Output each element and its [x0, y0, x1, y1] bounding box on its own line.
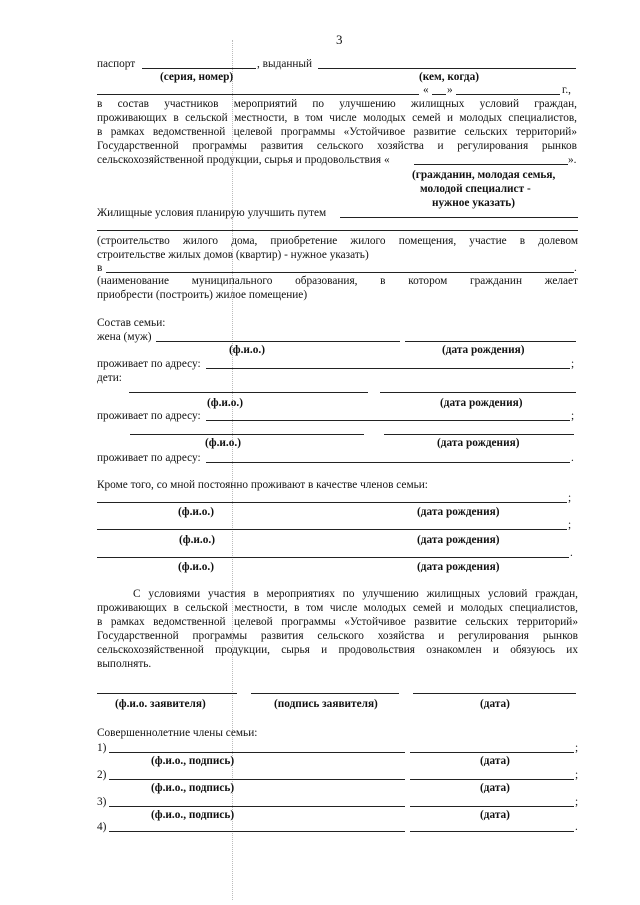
participant-type-note: молодой специалист -	[420, 183, 531, 195]
children-label: дети:	[97, 372, 122, 384]
dob-caption: (дата рождения)	[417, 561, 500, 573]
applicant-signature-field[interactable]	[251, 693, 399, 694]
applicant-date-field[interactable]	[413, 693, 576, 694]
housing-label: Жилищные условия планирую улучшить путем	[97, 207, 327, 219]
line-end: ;	[571, 410, 575, 422]
adult-number: 2)	[97, 769, 107, 781]
municipality-end: .	[574, 262, 577, 274]
adult2-date-field[interactable]	[410, 779, 574, 780]
page-number: 3	[336, 32, 343, 47]
paragraph-line: Государственной программы развития сельского хозяйства и регулирования рынков	[97, 630, 578, 642]
passport-issued-by-field[interactable]	[318, 68, 576, 69]
municipality-caption	[97, 274, 578, 302]
paragraph-line: в рамках ведомственной целевой программы «Устойчивое развитие сельских территорий»	[97, 616, 578, 628]
address-label: проживает по адресу:	[97, 452, 201, 464]
date-day-field[interactable]	[432, 94, 446, 95]
fio-sign-caption: (ф.и.о., подпись)	[151, 809, 235, 821]
line-end: ;	[575, 742, 579, 754]
child2-address-field[interactable]	[206, 462, 570, 463]
child2-fio-field[interactable]	[130, 434, 364, 435]
participant-type-field[interactable]	[414, 164, 568, 165]
municipality-in-label: в	[97, 262, 103, 274]
housing-method-field[interactable]	[340, 217, 578, 218]
paragraph-line: в состав участников мероприятий по улучшению жилищных условий граждан,	[97, 98, 577, 110]
other3-field[interactable]	[97, 557, 569, 558]
paragraph-line: сельскохозяйственной продукции, сырья и продовольствия ознакомлен и обязуюсь их	[97, 644, 578, 656]
passport-issued-label: , выданный	[257, 58, 313, 70]
address-label: проживает по адресу:	[97, 358, 201, 370]
spouse-address-field[interactable]	[206, 368, 570, 369]
fio-caption: (ф.и.о.)	[178, 561, 214, 573]
dob-caption: (дата рождения)	[437, 437, 520, 449]
housing-options-caption	[97, 234, 578, 262]
other1-field[interactable]	[97, 502, 567, 503]
caption-line: строительстве жилых домов (квартир) - нужное указать)	[97, 249, 369, 261]
line-end: .	[575, 821, 578, 833]
adults-heading: Совершеннолетние члены семьи:	[97, 727, 258, 739]
fio-caption: (ф.и.о.)	[207, 397, 243, 409]
child1-address-field[interactable]	[206, 420, 570, 421]
caption-line: приобрести (построить) жилое помещение)	[97, 289, 308, 301]
fio-caption: (ф.и.о.)	[205, 437, 241, 449]
line-end: .	[571, 452, 574, 464]
passport-extra-field[interactable]	[97, 94, 419, 95]
applicant-date-caption: (дата)	[480, 698, 510, 710]
line-end: ;	[571, 358, 575, 370]
dob-caption: (дата рождения)	[417, 534, 500, 546]
child1-dob-field[interactable]	[380, 392, 576, 393]
fio-caption: (ф.и.о.)	[178, 506, 214, 518]
spouse-fio-field[interactable]	[156, 341, 400, 342]
caption-line: (строительство жилого дома, приобретение жилого помещения, участие в долевом	[97, 235, 578, 247]
adult-number: 1)	[97, 742, 107, 754]
passport-issued-by-caption: (кем, когда)	[419, 71, 480, 83]
child1-fio-field[interactable]	[129, 392, 368, 393]
paragraph-line: проживающих в сельской местности, в том числе молодых семей и молодых специалистов,	[97, 602, 578, 614]
adult3-date-field[interactable]	[410, 806, 574, 807]
address-label: проживает по адресу:	[97, 410, 201, 422]
dob-caption: (дата рождения)	[442, 344, 525, 356]
agreement-paragraph	[97, 587, 578, 601]
adult-number: 3)	[97, 796, 107, 808]
municipality-field[interactable]	[106, 272, 574, 273]
line-end: .	[570, 547, 573, 559]
date-close-quote: »	[447, 84, 453, 96]
fio-caption: (ф.и.о.)	[179, 534, 215, 546]
others-heading: Кроме того, со мной постоянно проживают в качестве членов семьи:	[97, 479, 428, 491]
paragraph-line: проживающих в сельской местности, в том числе молодых семей и молодых специалистов,	[97, 112, 577, 124]
date-caption: (дата)	[480, 809, 510, 821]
date-month-field[interactable]	[456, 94, 560, 95]
passport-series-caption: (серия, номер)	[160, 71, 234, 83]
adult1-fio-sign-field[interactable]	[109, 752, 405, 753]
adult2-fio-sign-field[interactable]	[109, 779, 405, 780]
participant-type-note: (гражданин, молодая семья,	[412, 169, 556, 181]
agreement-last-line: выполнять.	[97, 658, 152, 670]
dob-caption: (дата рождения)	[417, 506, 500, 518]
passport-series-field[interactable]	[142, 68, 256, 69]
date-open-quote: «	[423, 84, 429, 96]
fio-sign-caption: (ф.и.о., подпись)	[151, 782, 235, 794]
scan-artifact-line	[232, 40, 233, 900]
adult-number: 4)	[97, 821, 107, 833]
agreement-paragraph-body	[97, 601, 578, 657]
line-end: ;	[568, 519, 572, 531]
adult1-date-field[interactable]	[410, 752, 574, 753]
fio-caption: (ф.и.о.)	[229, 344, 265, 356]
line-end: ;	[575, 796, 579, 808]
adult4-fio-sign-field[interactable]	[109, 831, 405, 832]
line-end: ;	[575, 769, 579, 781]
applicant-signature-caption: (подпись заявителя)	[274, 698, 378, 710]
paragraph-last-line: сельскохозяйственной продукции, сырья и продовольствия «	[97, 154, 390, 166]
fio-sign-caption: (ф.и.о., подпись)	[151, 755, 235, 767]
participation-paragraph	[97, 97, 577, 153]
adult3-fio-sign-field[interactable]	[109, 806, 405, 807]
date-caption: (дата)	[480, 755, 510, 767]
year-suffix: г.,	[562, 84, 572, 96]
caption-line: (наименование муниципального образования, в котором гражданин желает	[97, 275, 578, 287]
paragraph-line: в рамках ведомственной целевой программы «Устойчивое развитие сельских территорий»	[97, 126, 577, 138]
paragraph-line: Государственной программы развития сельского хозяйства и регулирования рынков	[97, 140, 577, 152]
date-caption: (дата)	[480, 782, 510, 794]
spouse-dob-field[interactable]	[405, 341, 576, 342]
dob-caption: (дата рождения)	[440, 397, 523, 409]
applicant-fio-field[interactable]	[97, 693, 237, 694]
child2-dob-field[interactable]	[384, 434, 574, 435]
participant-type-note: нужное указать)	[432, 197, 516, 209]
line-end: ;	[568, 492, 572, 504]
other2-field[interactable]	[97, 529, 567, 530]
passport-label: паспорт	[97, 58, 136, 70]
family-heading: Состав семьи:	[97, 317, 166, 329]
housing-method-field-2[interactable]	[97, 230, 578, 231]
spouse-label: жена (муж)	[97, 331, 152, 343]
applicant-fio-caption: (ф.и.о. заявителя)	[115, 698, 206, 710]
paragraph-last-line-end: ».	[568, 154, 577, 166]
adult4-date-field[interactable]	[410, 831, 574, 832]
paragraph-line: С условиями участия в мероприятиях по улучшению жилищных условий граждан,	[133, 588, 578, 600]
